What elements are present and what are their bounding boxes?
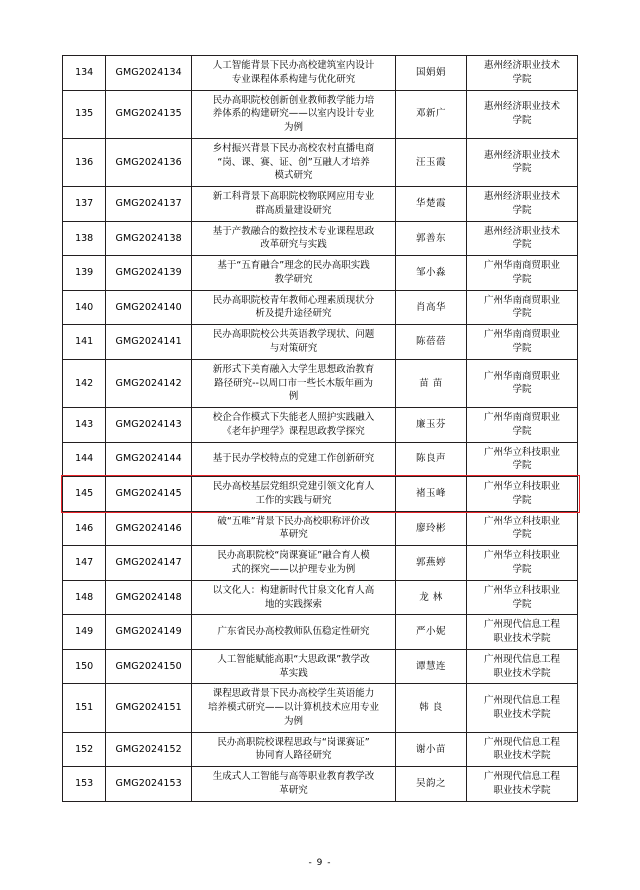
cell-serial-number: 148 xyxy=(63,580,106,615)
institution-line: 学院 xyxy=(512,115,532,127)
table-row xyxy=(63,442,578,477)
cell-institution xyxy=(466,615,577,650)
cell-principal-investigator: 陈良声 xyxy=(396,442,467,477)
cell-institution xyxy=(466,442,577,477)
institution-line: 学院 xyxy=(512,163,532,175)
table-row xyxy=(63,256,578,291)
table-row xyxy=(63,649,578,684)
cell-serial-number: 139 xyxy=(63,256,106,291)
table-row xyxy=(63,767,578,802)
cell-institution xyxy=(466,511,577,546)
table-row xyxy=(63,325,578,360)
title-line: 民办高职院校“岗课赛证”融合育人模 xyxy=(217,550,370,562)
title-line: 工作的实践与研究 xyxy=(255,494,332,506)
cell-project-title xyxy=(192,767,396,802)
cell-principal-investigator: 谭慧连 xyxy=(396,649,467,684)
cell-serial-number: 138 xyxy=(63,221,106,256)
title-line: 广东省民办高校教师队伍稳定性研究 xyxy=(217,626,370,638)
cell-project-title xyxy=(192,290,396,325)
cell-project-code: GMG2024137 xyxy=(106,187,192,222)
cell-serial-number: 142 xyxy=(63,359,106,407)
cell-project-code: GMG2024135 xyxy=(106,90,192,138)
institution-line: 学院 xyxy=(512,204,532,216)
title-line: 民办高职院校创新创业教师教学能力培 xyxy=(212,94,375,106)
cell-project-code: GMG2024152 xyxy=(106,732,192,767)
title-line: 革研究 xyxy=(279,529,308,541)
cell-principal-investigator: 褚玉峰 xyxy=(396,477,467,512)
page-number: - 9 - xyxy=(308,858,332,868)
cell-principal-investigator: 汪玉霞 xyxy=(396,138,467,186)
institution-line: 广州华立科技职业 xyxy=(483,446,560,458)
title-line: 校企合作模式下失能老人照护实践融入 xyxy=(212,412,375,424)
institution-line: 学院 xyxy=(512,529,532,541)
institution-line: 广州华南商贸职业 xyxy=(483,329,560,341)
title-line: 改革研究与实践 xyxy=(260,239,327,251)
institution-line: 惠州经济职业技术 xyxy=(483,149,560,161)
cell-project-code: GMG2024140 xyxy=(106,290,192,325)
cell-principal-investigator: 严小妮 xyxy=(396,615,467,650)
institution-line: 惠州经济职业技术 xyxy=(483,60,560,71)
title-line: 新工科背景下高职院校物联网应用专业 xyxy=(212,191,375,203)
institution-line: 广州现代信息工程 xyxy=(483,736,560,748)
cell-project-code: GMG2024153 xyxy=(106,767,192,802)
cell-principal-investigator: 华楚霞 xyxy=(396,187,467,222)
cell-institution xyxy=(466,477,577,512)
title-line: 《老年护理学》课程思政教学探究 xyxy=(222,425,365,437)
cell-institution xyxy=(466,56,577,91)
institution-line: 职业技术学院 xyxy=(493,633,551,645)
title-line: 民办高职院校课程思政与“岗课赛证” xyxy=(217,736,370,748)
title-line: 破“五唯”背景下民办高校职称评价改 xyxy=(217,515,370,527)
cell-project-code: GMG2024143 xyxy=(106,408,192,443)
institution-line: 学院 xyxy=(512,239,532,251)
cell-serial-number: 141 xyxy=(63,325,106,360)
institution-line: 广州华南商贸职业 xyxy=(483,370,560,382)
table-row xyxy=(63,580,578,615)
cell-project-title xyxy=(192,511,396,546)
title-line: 为例 xyxy=(284,122,304,134)
institution-line: 学院 xyxy=(512,73,532,85)
cell-principal-investigator: 陈蓓蓓 xyxy=(396,325,467,360)
institution-line: 广州现代信息工程 xyxy=(483,619,560,631)
title-line: 基于产教融合的数控技术专业课程思政 xyxy=(212,225,375,237)
cell-project-code: GMG2024134 xyxy=(106,56,192,91)
title-line: 新形式下美育融入大学生思想政治教育 xyxy=(212,363,375,375)
cell-project-title xyxy=(192,325,396,360)
cell-project-code: GMG2024148 xyxy=(106,580,192,615)
cell-principal-investigator: 邓新广 xyxy=(396,90,467,138)
title-line: 为例 xyxy=(284,715,304,727)
institution-line: 学院 xyxy=(512,460,532,472)
cell-project-title xyxy=(192,732,396,767)
cell-serial-number: 135 xyxy=(63,90,106,138)
cell-serial-number: 137 xyxy=(63,187,106,222)
table-row xyxy=(63,221,578,256)
institution-line: 惠州经济职业技术 xyxy=(483,225,560,237)
cell-serial-number: 152 xyxy=(63,732,106,767)
cell-project-title xyxy=(192,408,396,443)
cell-serial-number: 134 xyxy=(63,56,106,91)
cell-project-title xyxy=(192,187,396,222)
cell-principal-investigator: 韩 良 xyxy=(396,684,467,732)
institution-line: 学院 xyxy=(512,273,532,285)
cell-institution xyxy=(466,580,577,615)
institution-line: 广州华立科技职业 xyxy=(483,481,560,493)
cell-project-code: GMG2024142 xyxy=(106,359,192,407)
cell-project-code: GMG2024147 xyxy=(106,546,192,581)
cell-project-code: GMG2024138 xyxy=(106,221,192,256)
cell-principal-investigator: 谢小苗 xyxy=(396,732,467,767)
cell-project-title xyxy=(192,580,396,615)
title-line: 民办高校基层党组织党建引领文化育人 xyxy=(212,481,375,493)
cell-principal-investigator: 吴韵之 xyxy=(396,767,467,802)
title-line: 式的探究——以护理专业为例 xyxy=(231,563,356,575)
cell-institution xyxy=(466,732,577,767)
table-row xyxy=(63,511,578,546)
institution-line: 惠州经济职业技术 xyxy=(483,101,560,113)
title-line: 人工智能赋能高职“大思政课”教学改 xyxy=(217,653,370,665)
institution-line: 广州华南商贸职业 xyxy=(483,294,560,306)
cell-serial-number: 143 xyxy=(63,408,106,443)
table-row xyxy=(63,615,578,650)
table-row xyxy=(63,187,578,222)
title-line: 基于“五育融合”理念的民办高职实践 xyxy=(217,260,370,272)
cell-project-title xyxy=(192,442,396,477)
cell-project-title xyxy=(192,546,396,581)
institution-line: 学院 xyxy=(512,494,532,506)
institution-line: 广州现代信息工程 xyxy=(483,653,560,665)
title-line: 协同育人路径研究 xyxy=(255,750,332,762)
cell-principal-investigator: 廉玉芬 xyxy=(396,408,467,443)
cell-institution xyxy=(466,546,577,581)
table-row xyxy=(63,359,578,407)
institution-line: 学院 xyxy=(512,425,532,437)
title-line: 养体系的构建研究——以室内设计专业 xyxy=(212,108,375,120)
title-line: 课程思政背景下民办高校学生英语能力 xyxy=(212,688,375,700)
institution-line: 学院 xyxy=(512,308,532,320)
cell-project-code: GMG2024146 xyxy=(106,511,192,546)
institution-line: 学院 xyxy=(512,598,532,610)
title-line: 路径研究--以周口市一些长木版年画为 xyxy=(214,377,373,389)
cell-project-title xyxy=(192,477,396,512)
title-line: 以文化人：构建新时代甘泉文化育人高 xyxy=(212,584,375,596)
title-line: 群高质量建设研究 xyxy=(255,204,332,216)
cell-project-title xyxy=(192,138,396,186)
cell-institution xyxy=(466,90,577,138)
cell-project-code: GMG2024145 xyxy=(106,477,192,512)
title-line: 革研究 xyxy=(279,784,308,796)
cell-institution xyxy=(466,256,577,291)
cell-institution xyxy=(466,408,577,443)
cell-institution xyxy=(466,649,577,684)
title-line: 例 xyxy=(288,391,299,403)
institution-line: 广州华南商贸职业 xyxy=(483,260,560,272)
cell-serial-number: 136 xyxy=(63,138,106,186)
cell-principal-investigator: 国娟娟 xyxy=(396,56,467,91)
title-line: 生成式人工智能与高等职业教育教学改 xyxy=(212,771,375,783)
cell-serial-number: 146 xyxy=(63,511,106,546)
institution-line: 职业技术学院 xyxy=(493,750,551,762)
cell-project-title xyxy=(192,256,396,291)
project-list-table xyxy=(62,55,578,802)
table-row xyxy=(63,138,578,186)
title-line: 与对策研究 xyxy=(269,343,318,355)
cell-institution xyxy=(466,221,577,256)
cell-principal-investigator: 郭善东 xyxy=(396,221,467,256)
cell-project-title xyxy=(192,56,396,91)
institution-line: 广州华南商贸职业 xyxy=(483,412,560,424)
cell-institution xyxy=(466,290,577,325)
table-row xyxy=(63,290,578,325)
title-line: 析及提升途径研究 xyxy=(255,308,332,320)
cell-institution xyxy=(466,684,577,732)
table-row xyxy=(63,546,578,581)
table-row xyxy=(63,56,578,91)
cell-serial-number: 153 xyxy=(63,767,106,802)
title-line: 革实践 xyxy=(279,667,308,679)
cell-serial-number: 151 xyxy=(63,684,106,732)
cell-project-title xyxy=(192,684,396,732)
title-line: 民办高职院校青年教师心理素质现状分 xyxy=(212,294,375,306)
title-line: 模式研究 xyxy=(274,170,313,182)
table-row xyxy=(63,408,578,443)
institution-line: 广州现代信息工程 xyxy=(483,695,560,707)
cell-institution xyxy=(466,767,577,802)
institution-line: 职业技术学院 xyxy=(493,667,551,679)
cell-project-code: GMG2024139 xyxy=(106,256,192,291)
cell-principal-investigator: 邹小淼 xyxy=(396,256,467,291)
cell-serial-number: 149 xyxy=(63,615,106,650)
institution-line: 学院 xyxy=(512,343,532,355)
table-row xyxy=(63,477,578,512)
cell-principal-investigator: 苗 苗 xyxy=(396,359,467,407)
cell-project-code: GMG2024144 xyxy=(106,442,192,477)
cell-institution xyxy=(466,138,577,186)
institution-line: 学院 xyxy=(512,563,532,575)
cell-institution xyxy=(466,359,577,407)
cell-institution xyxy=(466,325,577,360)
title-line: 乡村振兴背景下民办高校农村直播电商 xyxy=(212,142,375,154)
table-row xyxy=(63,732,578,767)
title-line: 地的实践探索 xyxy=(265,598,323,610)
cell-project-code: GMG2024136 xyxy=(106,138,192,186)
cell-project-title xyxy=(192,649,396,684)
table-row xyxy=(63,684,578,732)
cell-serial-number: 145 xyxy=(63,477,106,512)
institution-line: 学院 xyxy=(512,384,532,396)
institution-line: 职业技术学院 xyxy=(493,784,551,796)
title-line: 民办高职院校公共英语教学现状、问题 xyxy=(212,329,375,341)
table-row xyxy=(63,90,578,138)
cell-project-code: GMG2024141 xyxy=(106,325,192,360)
cell-serial-number: 150 xyxy=(63,649,106,684)
cell-project-title xyxy=(192,615,396,650)
table-body xyxy=(63,56,578,802)
institution-line: 广州现代信息工程 xyxy=(483,771,560,783)
cell-principal-investigator: 廖玲彬 xyxy=(396,511,467,546)
cell-serial-number: 140 xyxy=(63,290,106,325)
cell-project-title xyxy=(192,90,396,138)
cell-serial-number: 147 xyxy=(63,546,106,581)
cell-project-title xyxy=(192,359,396,407)
title-line: 教学研究 xyxy=(274,273,313,285)
cell-institution xyxy=(466,187,577,222)
cell-project-code: GMG2024149 xyxy=(106,615,192,650)
cell-project-code: GMG2024151 xyxy=(106,684,192,732)
cell-principal-investigator: 郭燕婷 xyxy=(396,546,467,581)
cell-project-code: GMG2024150 xyxy=(106,649,192,684)
title-line: 基于民办学校特点的党建工作创新研究 xyxy=(212,453,375,465)
title-line: 培养模式研究——以计算机技术应用专业 xyxy=(208,702,380,714)
cell-project-title xyxy=(192,221,396,256)
title-line: 专业课程体系构建与优化研究 xyxy=(231,73,356,85)
title-line: 人工智能背景下民办高校建筑室内设计 xyxy=(212,60,375,71)
institution-line: 职业技术学院 xyxy=(493,708,551,720)
title-line: “岗、课、赛、证、创”互融人才培养 xyxy=(217,156,370,168)
cell-principal-investigator: 肖高华 xyxy=(396,290,467,325)
institution-line: 广州华立科技职业 xyxy=(483,584,560,596)
institution-line: 惠州经济职业技术 xyxy=(483,191,560,203)
institution-line: 广州华立科技职业 xyxy=(483,550,560,562)
institution-line: 广州华立科技职业 xyxy=(483,515,560,527)
cell-serial-number: 144 xyxy=(63,442,106,477)
cell-principal-investigator: 龙 林 xyxy=(396,580,467,615)
